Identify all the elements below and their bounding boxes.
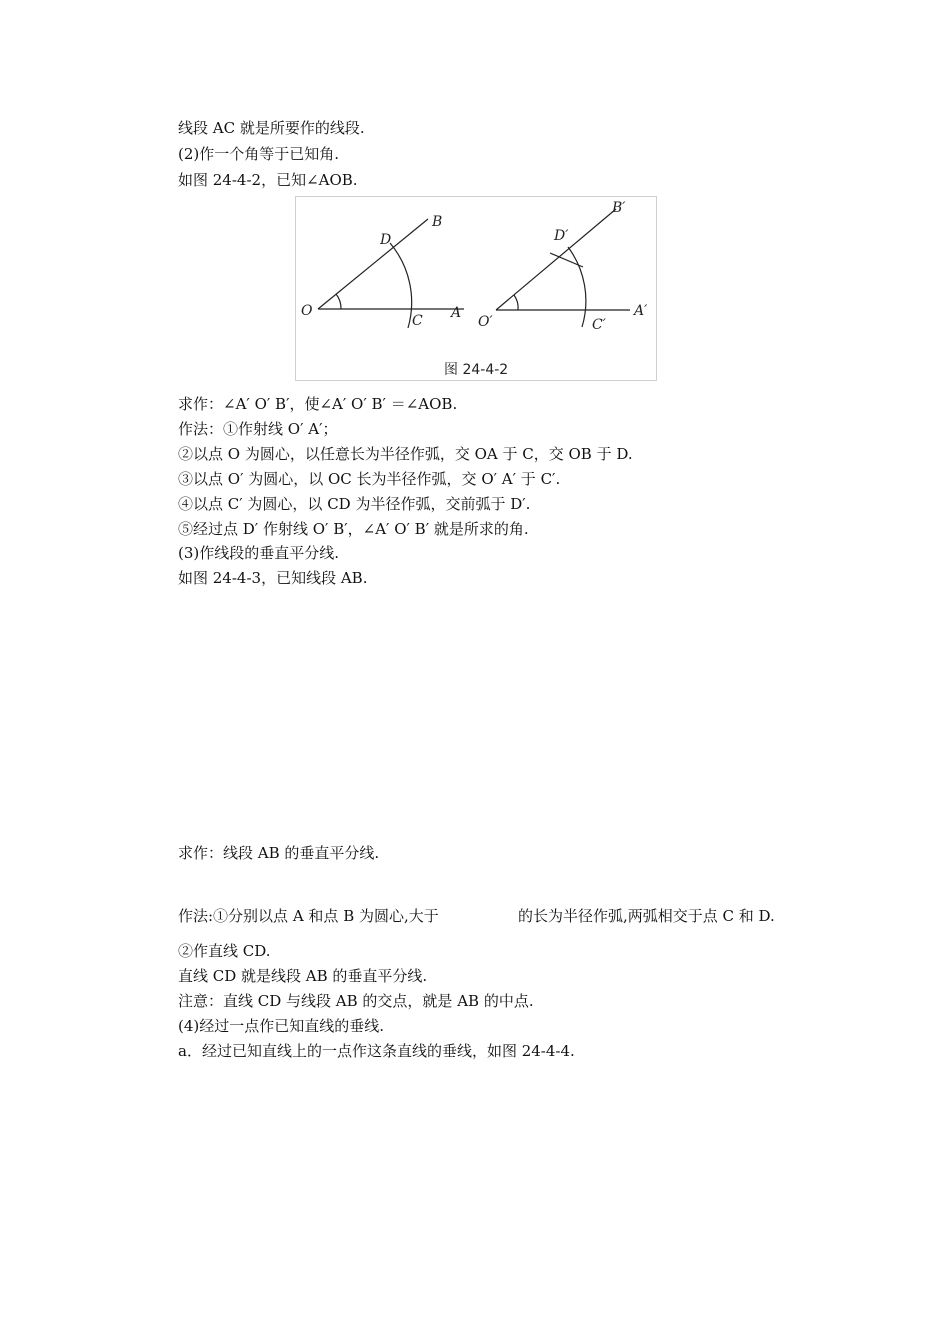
- label-o-prime: O′: [478, 314, 493, 330]
- label-c: C: [412, 313, 423, 329]
- text-line: ②作直线 CD.: [178, 942, 271, 960]
- label-d-prime: D′: [554, 228, 569, 244]
- text-line: 线段 AC 就是所要作的线段.: [178, 119, 365, 137]
- text-line: 求作：∠A′ O′ B′，使∠A′ O′ B′ ＝∠AOB.: [178, 395, 458, 413]
- text-line: ③以点 O′ 为圆心，以 OC 长为半径作弧，交 O′ A′ 于 C′.: [178, 470, 561, 488]
- text-line: 直线 CD 就是线段 AB 的垂直平分线.: [178, 967, 428, 985]
- text-line: 如图 24-4-3，已知线段 AB.: [178, 569, 368, 587]
- text-line: 的长为半径作弧,两弧相交于点 C 和 D.: [518, 907, 775, 925]
- ray-o2b2: [496, 209, 616, 310]
- arc-c2d2: [568, 247, 586, 327]
- text-line: 作法：①作射线 O′ A′；: [178, 420, 338, 438]
- text-line: 作法:①分别以点 A 和点 B 为圆心,大于: [178, 907, 439, 925]
- figure-caption: 图 24-4-2: [444, 362, 509, 378]
- label-b-prime: B′: [612, 200, 626, 216]
- text-line: ④以点 C′ 为圆心，以 CD 为半径作弧，交前弧于 D′.: [178, 495, 531, 513]
- label-b: B: [432, 214, 443, 230]
- label-a: A: [451, 305, 462, 321]
- text-line: ②以点 O 为圆心，以任意长为半径作弧，交 OA 于 C，交 OB 于 D.: [178, 445, 633, 463]
- label-o: O: [301, 303, 313, 319]
- angle-construction-diagram: [296, 197, 656, 380]
- text-line: (4)经过一点作已知直线的垂线.: [178, 1017, 385, 1035]
- label-d: D: [380, 232, 392, 248]
- label-a-prime: A′: [634, 303, 648, 319]
- text-line: ⑤经过点 D′ 作射线 O′ B′，∠A′ O′ B′ 就是所求的角.: [178, 520, 529, 538]
- text-line: 如图 24-4-2，已知∠AOB.: [178, 171, 358, 189]
- text-line: a．经过已知直线上的一点作这条直线的垂线，如图 24-4-4.: [178, 1042, 575, 1060]
- angle-mark-2: [514, 295, 518, 310]
- text-line: (3)作线段的垂直平分线.: [178, 544, 340, 562]
- arc-cd: [390, 243, 412, 328]
- text-line: 求作：线段 AB 的垂直平分线.: [178, 844, 380, 862]
- label-c-prime: C′: [592, 317, 606, 333]
- angle-mark: [336, 294, 341, 309]
- text-line: 注意：直线 CD 与线段 AB 的交点，就是 AB 的中点.: [178, 992, 534, 1010]
- figure-24-4-2: [295, 196, 657, 381]
- text-line: (2)作一个角等于已知角.: [178, 145, 340, 163]
